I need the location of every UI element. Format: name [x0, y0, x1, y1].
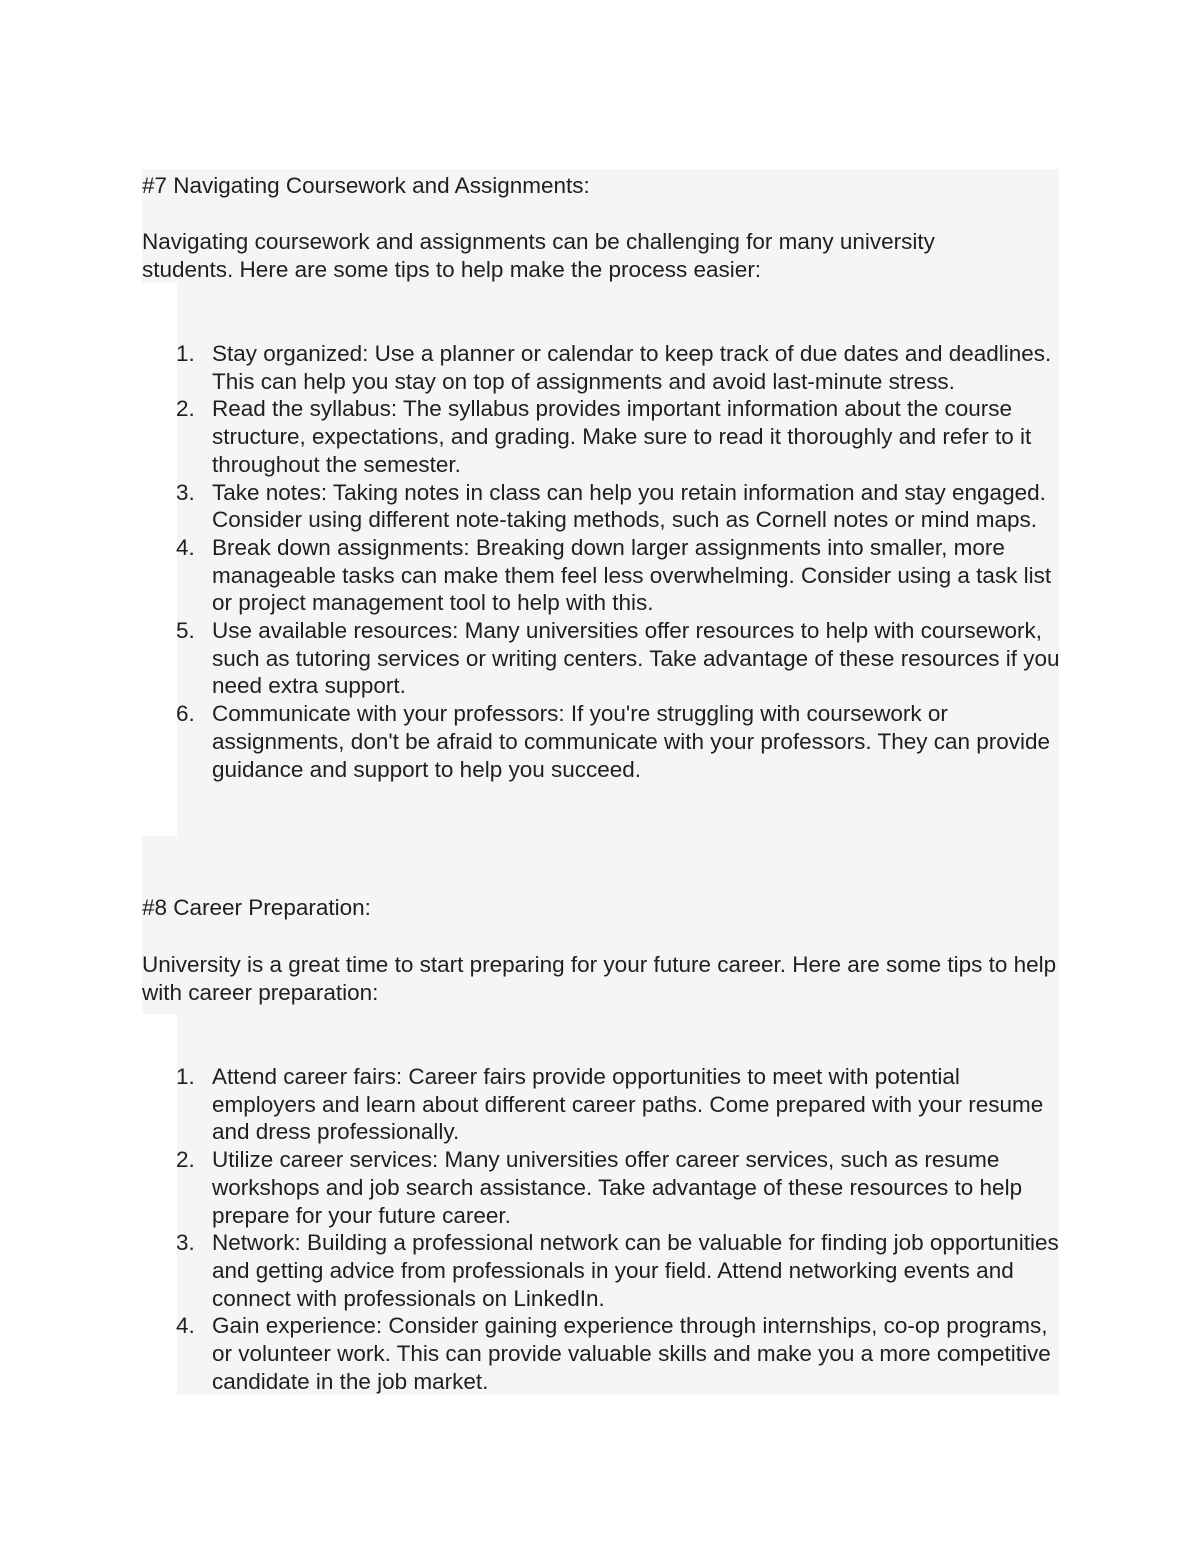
list-item — [142, 1063, 1060, 1146]
list-item-text: Take notes: Taking notes in class can help you retain information and stay engaged. Consider using different note-taking methods, such as Cornell notes or mind maps. — [212, 479, 1046, 533]
list-item — [142, 479, 1060, 534]
list-item-number: 1. — [176, 1064, 195, 1089]
list-item-number: 1. — [176, 341, 195, 366]
list-item-text: Attend career fairs: Career fairs provide opportunities to meet with potential employers and learn about different career paths. Come prepared with your resume and dress professionally. — [212, 1064, 1044, 1145]
list-item-text: Utilize career services: Many universities offer career services, such as resume workshops and job search assistance. Take advantage of these resources to help prepare for your future career. — [212, 1147, 1023, 1228]
section-8-intro: University is a great time to start preparing for your future career. Here are some tips to help with career preparation: — [142, 952, 1057, 1005]
list-item — [142, 617, 1060, 700]
list-item-text: Use available resources: Many universities offer resources to help with coursework, such as tutoring services or writing centers. Take advantage of these resources if you need extra support. — [212, 618, 1060, 699]
section-7-heading: #7 Navigating Coursework and Assignments: — [142, 173, 590, 198]
list-item-number: 4. — [176, 1313, 195, 1339]
list-item — [142, 395, 1060, 478]
list-item-text: Gain experience: Consider gaining experience through internships, co-op programs, or volunteer work. This can provide valuable skills and make you a more competitive candidate in the job market. — [212, 1313, 1051, 1394]
section-8-heading: #8 Career Preparation: — [142, 895, 371, 920]
section-7-header — [142, 172, 1062, 200]
list-item-text: Read the syllabus: The syllabus provides important information about the course structure, expectations, and grading. Make sure to read it thoroughly and refer to it throughout the semester. — [212, 396, 1032, 477]
list-item-number: 6. — [176, 701, 195, 727]
section-8-intro-block — [142, 951, 1057, 1006]
list-item-text: Stay organized: Use a planner or calendar to keep track of due dates and deadlines. This can help you stay on top of assignments and avoid last-minute stress. — [212, 341, 1052, 394]
list-item-text: Network: Building a professional network can be valuable for finding job opportunities and getting advice from professionals in your field. Attend networking events and connect with professionals on LinkedIn. — [212, 1230, 1059, 1311]
section-7-list — [142, 340, 1060, 783]
list-item-number: 2. — [176, 1147, 195, 1173]
list-item — [142, 1312, 1060, 1395]
list-item — [142, 340, 1060, 395]
list-item — [142, 700, 1060, 783]
section-7-intro-block — [142, 228, 1022, 283]
list-item — [142, 1229, 1060, 1312]
list-item-text: Break down assignments: Breaking down larger assignments into smaller, more manageable tasks can make them feel less overwhelming. Consider using a task list or project management tool to help with this. — [212, 534, 1052, 616]
list-item-number: 2. — [176, 396, 195, 422]
list-item — [142, 1146, 1060, 1229]
list-item — [142, 534, 1060, 617]
list-item-number: 3. — [176, 1230, 195, 1256]
section-8-header — [142, 894, 1062, 922]
list-item-number: 3. — [176, 479, 195, 505]
section-8-list — [142, 1063, 1060, 1395]
list-item-number: 4. — [176, 534, 195, 560]
list-item-text: Communicate with your professors: If you're struggling with coursework or assignments, don't be afraid to communicate with your professors. They can provide guidance and support to help you succeed. — [212, 701, 1051, 782]
section-7-intro: Navigating coursework and assignments can be challenging for many university students. Here are some tips to help make the process easier: — [142, 229, 935, 282]
list-item-number: 5. — [176, 618, 195, 644]
